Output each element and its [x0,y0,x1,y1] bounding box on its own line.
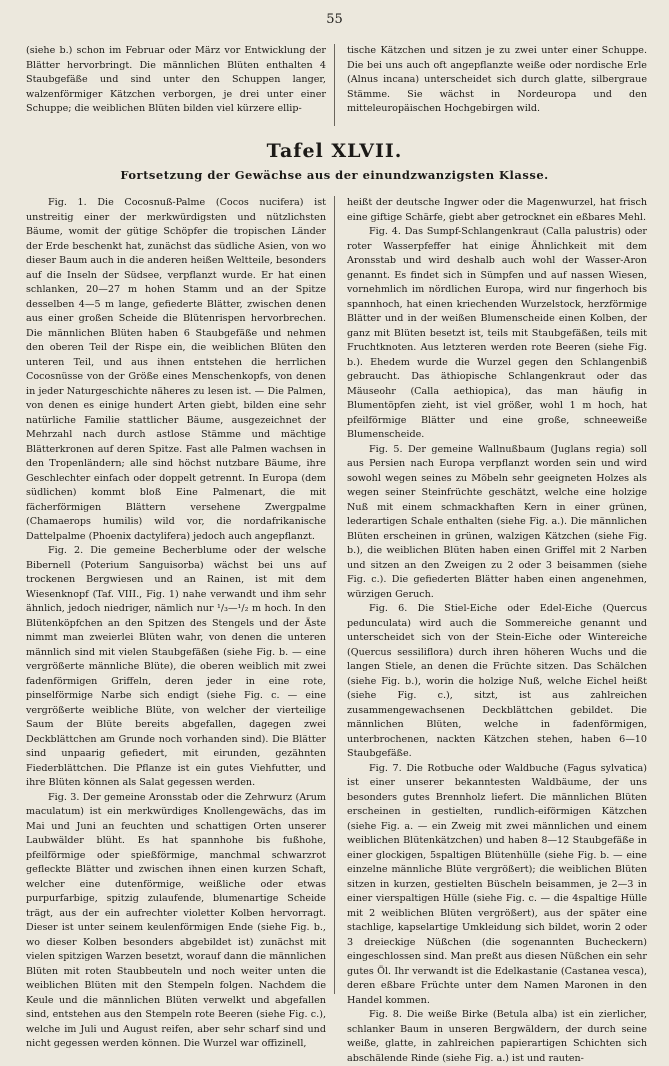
paragraph-fig-1: Fig. 1. Die Cocosnuß-Palme (Cocos nucifera) ist unstreitig einer der merkwürdigsten und nützlichsten Bäume, womit der gütige Schöpfer die tropischen Länder der Erde beschenkt hat, zunächst das südliche Asien, von wo dieser Baum auch in die anderen heißen Weltteile, besonders auf die Inseln der Südsee, verpflanzt wurde. Er hat einen schlanken, 20—27 m hohen Stamm und an der Spitze desselben 4—5 m lange, gefiederte Blätter, zwischen denen aus einer großen Scheide die Blütenrispen hervorbrechen. Die männlichen Blüten haben 6 Staubgefäße und nehmen den oberen Teil der Rispe ein, die weiblichen Blüten den unteren Teil, und aus ihnen entstehen die herrlichen Cocosnüsse von der Größe eines Menschenkopfs, von denen in jeder Naturgeschichte näheres zu lesen ist. — Die Palmen, von denen es einige hundert Arten giebt, bilden eine sehr natürliche Familie stattlicher Bäume, ausgezeichnet der Mehrzahl nach durch astlose Stämme und mächtige Blätterkronen auf deren Spitze. Fast alle Palmen wachsen in den Tropenländern; alle sind höchst nutzbare Bäume, ihre Geschlechter einfach oder doppelt getrennt. In Europa (dem südlichen) kommt bloß Eine Palmenart, die mit fächerförmigen Blättern versehene Zwergpalme (Chamaerops humilis) wild vor, die nordafrikanische Dattelpalme (Phoenix dactylifera) jedoch auch angepflanzt. [26,197,326,542]
top-left-paragraph: (siehe b.) schon im Februar oder März vor Entwicklung der Blätter hervorbringt. Die männlichen Blüten enthalten 4 Staubgefäße und sind unter den Schuppen langer, walzenförmiger Kätzchen verborgen, je drei unter einer Schuppe; die weiblichen Blüten bilden viel kürzere ellip- [26,45,326,114]
plate-title: Tafel XLVII. [266,140,403,162]
top-continuation [26,44,647,126]
paragraph-fig-3: Fig. 3. Der gemeine Aronsstab oder die Zehrwurz (Arum maculatum) ist ein merkwürdiges Knollengewächs, das im Mai und Juni an feuchten und schattigen Orten unserer Laubwälder blüht. Es hat spannhohe bis fußhohe, pfeilförmige oder spießförmige, manchmal schwarzrot gefleckte Blätter und zwischen ihnen einen kurzen Schaft, welcher eine dutenförmige, weißliche oder etwas purpurfarbige, spitzig zulaufende, blumenartige Scheide trägt, aus der ein aufrechter violetter Kolben hervorragt. Dieser ist unter seinem keulenförmigen Ende (siehe Fig. b., wo dieser Kolben besonders abgebildet ist) zunächst mit vielen spitzigen Warzen besetzt, worauf dann die männlichen Blüten mit roten Staubbeuteln und noch weiter unten die weiblichen Blüten mit den Stempeln folgen. Nachdem die Keule und die männlichen Blüten verwelkt und abgefallen sind, entstehen aus den Stempeln rote Beeren (siehe Fig. c.), welche im Juli und August reifen, aber sehr scharf sind und nicht gegessen werden können. Die Wurzel war offizinell, [26,791,326,1049]
paragraph-fig-2: Fig. 2. Die gemeine Becherblume oder der welsche Bibernell (Poterium Sanguisorba) wächst bei uns auf trockenen Bergwiesen und an Rainen, ist mit dem Wiesenknopf (Taf. VIII., Fig. 1) nahe verwandt und ihm sehr ähnlich, jedoch niedriger, nämlich nur ¹/₃—¹/₂ m hoch. In den Blütenköpfchen an den Spitzen des Stengels und der Äste nimmt man zweierlei Blüten wahr, von denen die unteren männlich sind mit vielen Staubgefäßen (siehe Fig. b. — eine vergrößerte männliche Blüte), die oberen weiblich mit zwei fadenförmigen Griffeln, deren jeder in eine rote, pinselförmige Narbe sich endigt (siehe Fig. c. — eine vergrößerte weibliche Blüte, von welcher der vierteilige Saum der Blüte bereits abgefallen, dagegen zwei Deckblättchen am Grunde noch vorhanden sind). Die Blätter sind unpaarig gefiedert, mit eirunden, gezähnten Fiederblättchen. Die Pflanze ist ein gutes Viehfutter, und ihre Blüten können als Salat gegessen werden. [26,545,326,788]
paragraph-fig-8: Fig. 8. Die weiße Birke (Betula alba) ist ein zierlicher, schlanker Baum in unseren Bergwäldern, der durch seine weiße, glatte, in zahlreichen papierartigen Schichten sich abschälende Rinde (siehe Fig. a.) ist und rauten- [347,1009,647,1064]
page-number: 55 [326,12,343,27]
main-text [26,196,647,1064]
paragraph-fig-4: Fig. 4. Das Sumpf-Schlangenkraut (Calla palustris) oder roter Wasserpfeffer hat einige Ähnlichkeit mit dem Aronsstab und wird deshalb auch wohl der Wasser-Aron genannt. Es findet sich in Sümpfen und auf nassen Wiesen, vornehmlich im nördlichen Europa, wird nur fingerhoch bis spannhoch, hat einen kriechenden Wurzelstock, herzförmige Blätter und in der weißen Blumenscheide einen Kolben, der ganz mit Blüten besetzt ist, teils mit Staubgefäßen, teils mit Fruchtknoten. Aus letzteren werden rote Beeren (siehe Fig. b.). Ehedem wurde die Wurzel gegen den Schlangenbiß gebraucht. Das äthiopische Schlangenkraut oder das Mäuseohr (Calla aethiopica), das man häufig in Blumentöpfen zieht, ist viel größer, wohl 1 m hoch, hat pfeilförmige Blätter und eine große, schneeweiße Blumenscheide. [347,226,647,440]
top-right-paragraph: tische Kätzchen und sitzen je zu zwei unter einer Schuppe. Die bei uns auch oft angepflanzte weiße oder nordische Erle (Alnus incana) unterscheidet sich durch glatte, silbergraue Stämme. Sie wächst in Nordeuropa und den mitteleuropäischen Hochgebirgen wild. [347,45,647,114]
paragraph-fig-3-cont: heißt der deutsche Ingwer oder die Magenwurzel, hat frisch eine giftige Schärfe, giebt aber getrocknet ein eßbares Mehl. [347,197,647,223]
top-right-column [347,44,647,126]
top-left-column [26,44,326,126]
main-column-rule [334,196,335,994]
paragraph-fig-7: Fig. 7. Die Rotbuche oder Waldbuche (Fagus sylvatica) ist einer unserer bekanntesten Waldbäume, der uns besonders gutes Brennholz liefert. Die männlichen Blüten erscheinen in gestielten, rundlich-eiförmigen Kätzchen (siehe Fig. a. — ein Zweig mit zwei männlichen und einem weiblichen Blütenkätzchen) und haben 8—12 Staubgefäße in einer glockigen, 5spaltigen Blütenhülle (siehe Fig. b. — eine einzelne männliche Blüte vergrößert); die weiblichen Blüten sitzen in kurzen, gestielten Büscheln beisammen, je 2—3 in einer vierspaltigen Hülle (siehe Fig. c. — die 4spaltige Hülle mit 2 weiblichen Blüten vergrößert), aus der später eine stachlige, kapselartige Umkleidung sich bildet, worin 2 oder 3 dreieckige Nüßchen (die sogenannten Bucheckern) eingeschlossen sind. Man preßt aus diesen Nüßchen ein sehr gutes Öl. Ihr verwandt ist die Edelkastanie (Castanea vesca), deren eßbare Früchte unter dem Namen Maronen in den Handel kommen. [347,762,647,1006]
top-column-rule [334,44,335,126]
paragraph-fig-6: Fig. 6. Die Stiel-Eiche oder Edel-Eiche (Quercus pedunculata) wird auch die Sommereiche genannt und unterscheidet sich von der Stein-Eiche oder Wintereiche (Quercus sessiliflora) durch ihren höheren Wuchs und die langen Stiele, an denen die Früchte sitzen. Das Schälchen (siehe Fig. b.), worin die holzige Nuß, welche Eichel heißt (siehe Fig. c.), sitzt, ist aus zahlreichen zusammengewachsenen Deckblättchen gebildet. Die männlichen Blüten, welche in fadenförmigen, unterbrochenen, nackten Kätzchen stehen, haben 6—10 Staubgefäße. [347,603,647,759]
right-column [347,196,647,1064]
left-column [26,196,326,1049]
paragraph-fig-5: Fig. 5. Der gemeine Wallnußbaum (Juglans regia) soll aus Persien nach Europa verpflanzt worden sein und wird sowohl wegen seines zu Möbeln sehr geeigneten Holzes als wegen seiner Steinfrüchte geschätzt, welche eine holzige Nuß mit einem schmackhaften Kern in einer grünen, lederartigen Schale enthalten (siehe Fig. a.). Die männlichen Blüten erscheinen in grünen, walzigen Kätzchen (siehe Fig. b.), die weiblichen Blüten haben einen Griffel mit 2 Narben und sitzen an den Zweigen zu 2 oder 3 beisammen (siehe Fig. c.). Die gefiederten Blätter haben einen angenehmen, würzigen Geruch. [347,443,647,600]
section-subtitle: Fortsetzung der Gewächse aus der einundzwanzigsten Klasse. [120,168,549,182]
